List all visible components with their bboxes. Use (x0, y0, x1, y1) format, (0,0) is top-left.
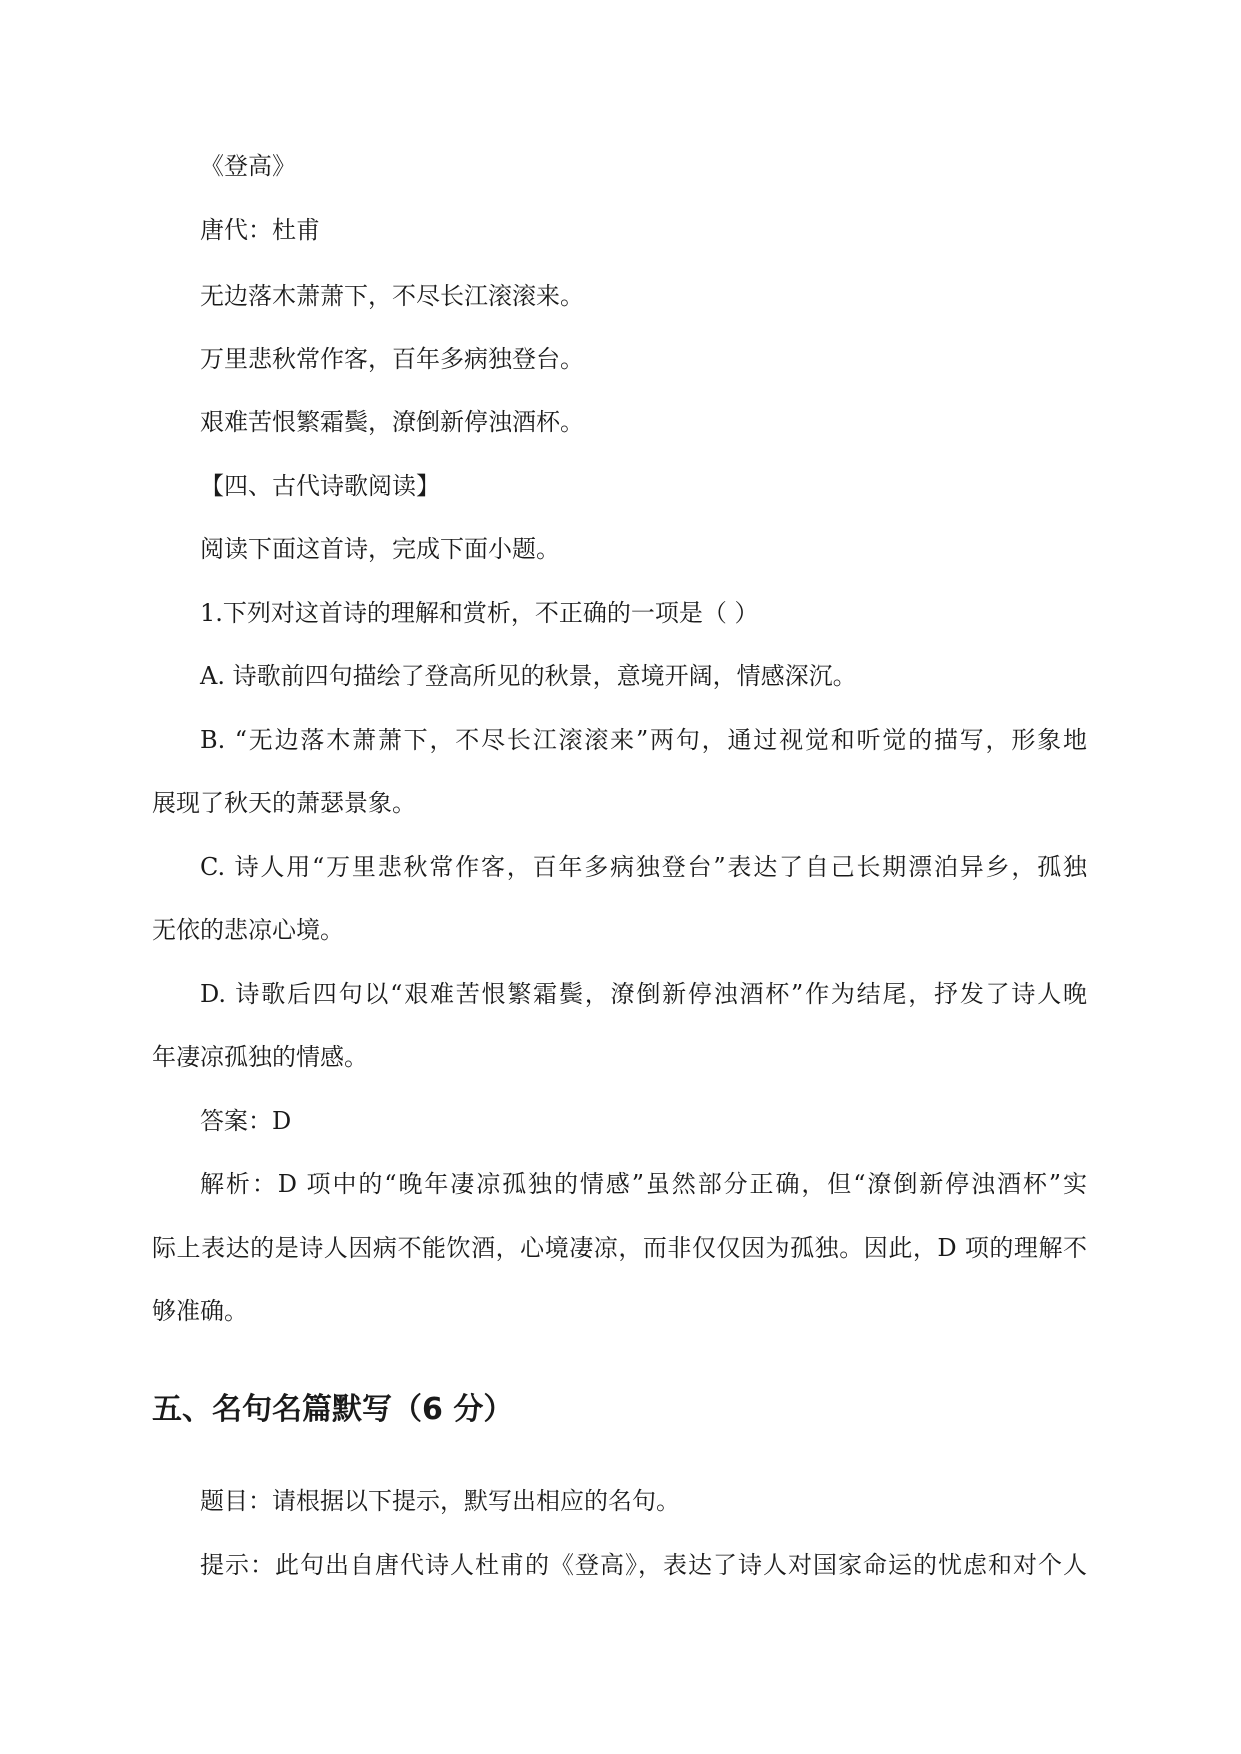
section-5-hint: 提示：此句出自唐代诗人杜甫的《登高》，表达了诗人对国家命运的忧虑和对个人 (200, 1551, 1087, 1579)
analysis-line-2: 际上表达的是诗人因病不能饮酒，心境凄凉，而非仅仅因为孤独。因此，D 项的理解不 (152, 1234, 1087, 1262)
section-5-prompt: 题目：请根据以下提示，默写出相应的名句。 (200, 1487, 680, 1515)
poem-line-2: 万里悲秋常作客，百年多病独登台。 (200, 345, 584, 373)
section-4-instruction: 阅读下面这首诗，完成下面小题。 (200, 535, 560, 563)
poem-line-1: 无边落木萧萧下，不尽长江滚滚来。 (200, 282, 584, 310)
option-b-line-1: B. “无边落木萧萧下，不尽长江滚滚来”两句，通过视觉和听觉的描写，形象地 (200, 726, 1087, 754)
question-1: 1.下列对这首诗的理解和赏析，不正确的一项是（ ） (200, 599, 759, 627)
analysis-line-3: 够准确。 (152, 1297, 248, 1325)
answer: 答案：D (200, 1107, 292, 1135)
option-d-line-1: D. 诗歌后四句以“艰难苦恨繁霜鬓，潦倒新停浊酒杯”作为结尾，抒发了诗人晚 (200, 980, 1087, 1008)
option-a: A. 诗歌前四句描绘了登高所见的秋景，意境开阔，情感深沉。 (200, 662, 857, 690)
option-c-line-2: 无依的悲凉心境。 (152, 916, 344, 944)
section-4-heading: 【四、古代诗歌阅读】 (200, 472, 440, 500)
poem-author: 唐代：杜甫 (200, 216, 320, 244)
analysis-line-1: 解析：D 项中的“晚年凄凉孤独的情感”虽然部分正确，但“潦倒新停浊酒杯”实 (200, 1170, 1087, 1198)
section-5-heading: 五、名句名篇默写（6 分） (152, 1392, 514, 1427)
poem-line-3: 艰难苦恨繁霜鬓，潦倒新停浊酒杯。 (200, 408, 584, 436)
option-b-line-2: 展现了秋天的萧瑟景象。 (152, 789, 416, 817)
option-d-line-2: 年凄凉孤独的情感。 (152, 1043, 368, 1071)
option-c-line-1: C. 诗人用“万里悲秋常作客，百年多病独登台”表达了自己长期漂泊异乡，孤独 (200, 853, 1087, 881)
poem-title: 《登高》 (200, 152, 296, 180)
